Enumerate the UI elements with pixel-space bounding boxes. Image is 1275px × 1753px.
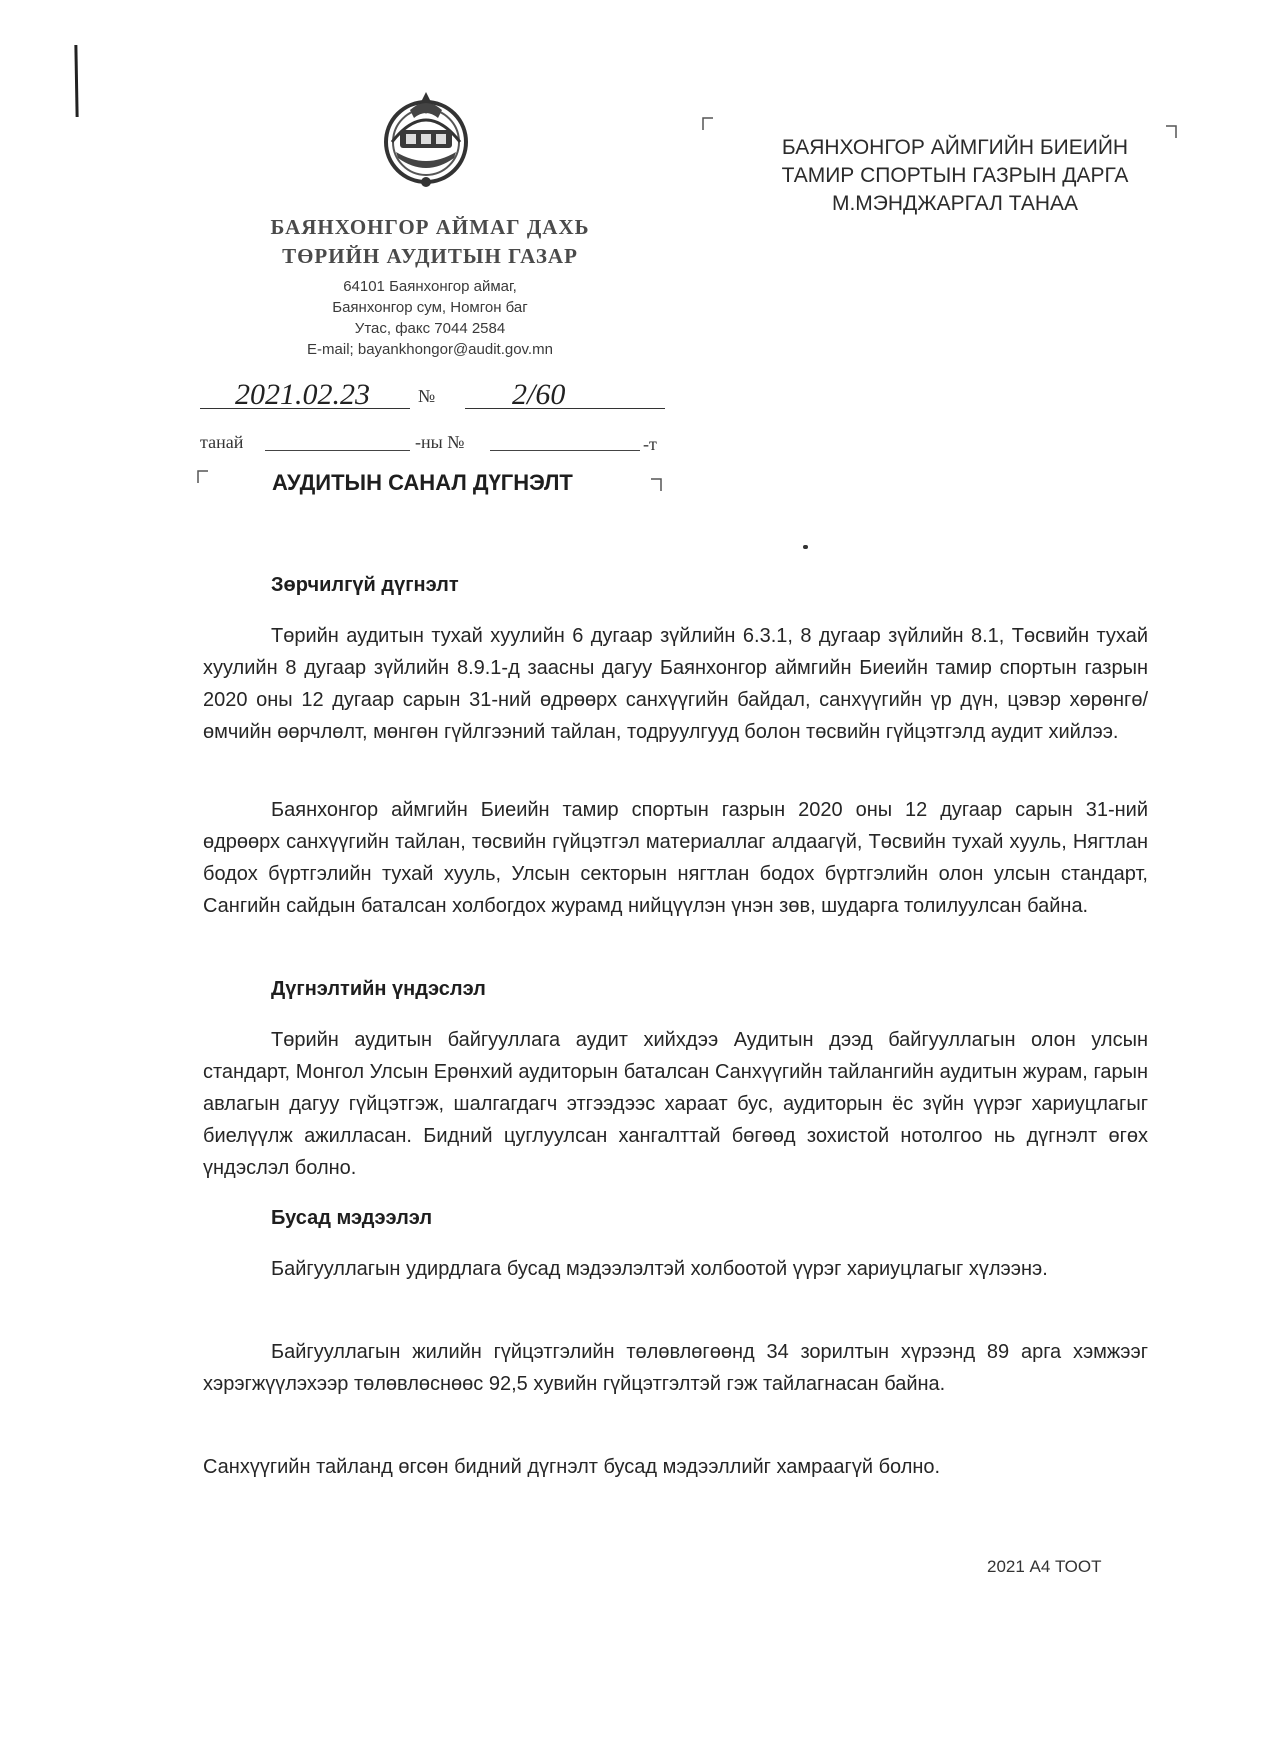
org-name-line1: БАЯНХОНГОР АЙМАГ ДАХЬ: [270, 215, 590, 239]
corner-bracket-icon: [702, 117, 714, 131]
state-emblem-icon: [370, 88, 482, 188]
paragraph-3: Төрийн аудитын байгууллага аудит хийхдээ Аудитын дээд байгууллагын олон улсын стандарт, Монгол Улсын Ерөнхий аудиторын баталсан Санхүүгийн тайлангийн аудитын журам, гарын авлагын дагуу гүйцэтгэж, шалгагдагч этгээдээс хараат бус, аудиторын ёс зүйн үүрэг хариуцлагыг биелүүлж ажилласан. Бидний цуглуулсан хангалттай бөгөөд зохистой нотолгоо нь дүгнэлт өгөх үндэслэл болно.: [203, 1029, 1148, 1179]
scan-speck: [803, 545, 808, 549]
ny-rule: [490, 450, 640, 451]
heading-unqualified-opinion: Зөрчилгүй дүгнэлт: [271, 574, 459, 596]
letter-date: 2021.02.23: [235, 378, 370, 411]
org-address-line2: Баянхонгор сум, Номгон баг: [332, 299, 528, 316]
ny-number-label: -ны №: [415, 432, 465, 452]
margin-mark: [74, 45, 78, 117]
heading-other-information: Бусад мэдээлэл: [271, 1207, 433, 1229]
addressee-line3: М.МЭНДЖАРГАЛ ТАНАА: [831, 192, 1079, 215]
org-name-line2: ТӨРИЙН АУДИТЫН ГАЗАР: [282, 244, 578, 268]
paragraph-1: Төрийн аудитын тухай хуулийн 6 дугаар зүйлийн 6.3.1, 8 дугаар зүйлийн 8.1, Төсвийн тухай хуулийн 8 дугаар зүйлийн 8.9.1-д заасны дагуу Баянхонгор аймгийн Биеийн тамир спортын газрын 2020 оны 12 дугаар сарын 31-ний өдрөөрх санхүүгийн байдал, санхүүгийн үр дүн, цэвэр хөрөнгө/өмчийн өөрчлөлт, мөнгөн гүйлгээний тайлан, тодруулгууд болон төсвийн гүйцэтгэлд аудит хийлээ.: [203, 625, 1148, 743]
heading-basis-for-opinion: Дүгнэлтийн үндэслэл: [271, 978, 486, 1000]
number-rule: [465, 408, 665, 409]
org-email: E-mail; bayankhongor@audit.gov.mn: [307, 341, 553, 358]
org-address-line1: 64101 Баянхонгор аймаг,: [343, 278, 517, 295]
org-phone: Утас, факс 7044 2584: [354, 320, 506, 337]
paragraph-4: Байгууллагын удирдлага бусад мэдээлэлтэй холбоотой үүрэг хариуцлагыг хүлээнэ.: [271, 1258, 1048, 1280]
document-title: АУДИТЫН САНАЛ ДҮГНЭЛТ: [272, 470, 573, 495]
letter-number: 2/60: [512, 378, 566, 411]
number-sign: №: [418, 386, 436, 406]
paragraph-5: Байгууллагын жилийн гүйцэтгэлийн төлөвлөгөөнд 34 зорилтын хүрээнд 89 арга хэмжээг хэрэгжүүлэхээр төлөвлөснөөс 92,5 хувийн гүйцэтгэлтэй гэж тайлагнасан байна.: [203, 1341, 1148, 1395]
corner-bracket-icon: [650, 478, 662, 492]
tanai-rule: [265, 450, 410, 451]
t-suffix: -т: [643, 434, 657, 454]
paragraph-6: Санхүүгийн тайланд өгсөн бидний дүгнэлт бусад мэдээллийг хамраагүй болно.: [203, 1456, 941, 1478]
addressee-line2: ТАМИР СПОРТЫН ГАЗРЫН ДАРГА: [781, 164, 1129, 187]
corner-bracket-icon: [197, 470, 209, 484]
tanai-label: танай: [200, 432, 244, 452]
date-rule: [200, 408, 410, 409]
footer-code: 2021 А4 ТООТ: [987, 1557, 1102, 1576]
paragraph-2: Баянхонгор аймгийн Биеийн тамир спортын газрын 2020 оны 12 дугаар сарын 31-ний өдрөөрх санхүүгийн тайлан, төсвийн гүйцэтгэл материаллаг алдаагүй, Төсвийн тухай хууль, Нягтлан бодох бүртгэлийн тухай хууль, Улсын секторын нягтлан бодох бүртгэлийн олон улсын стандарт, Сангийн сайдын баталсан холбогдох журамд нийцүүлэн үнэн зөв, шударга толилуулсан байна.: [203, 799, 1148, 917]
addressee-line1: БАЯНХОНГОР АЙМГИЙН БИЕИЙН: [781, 136, 1129, 159]
